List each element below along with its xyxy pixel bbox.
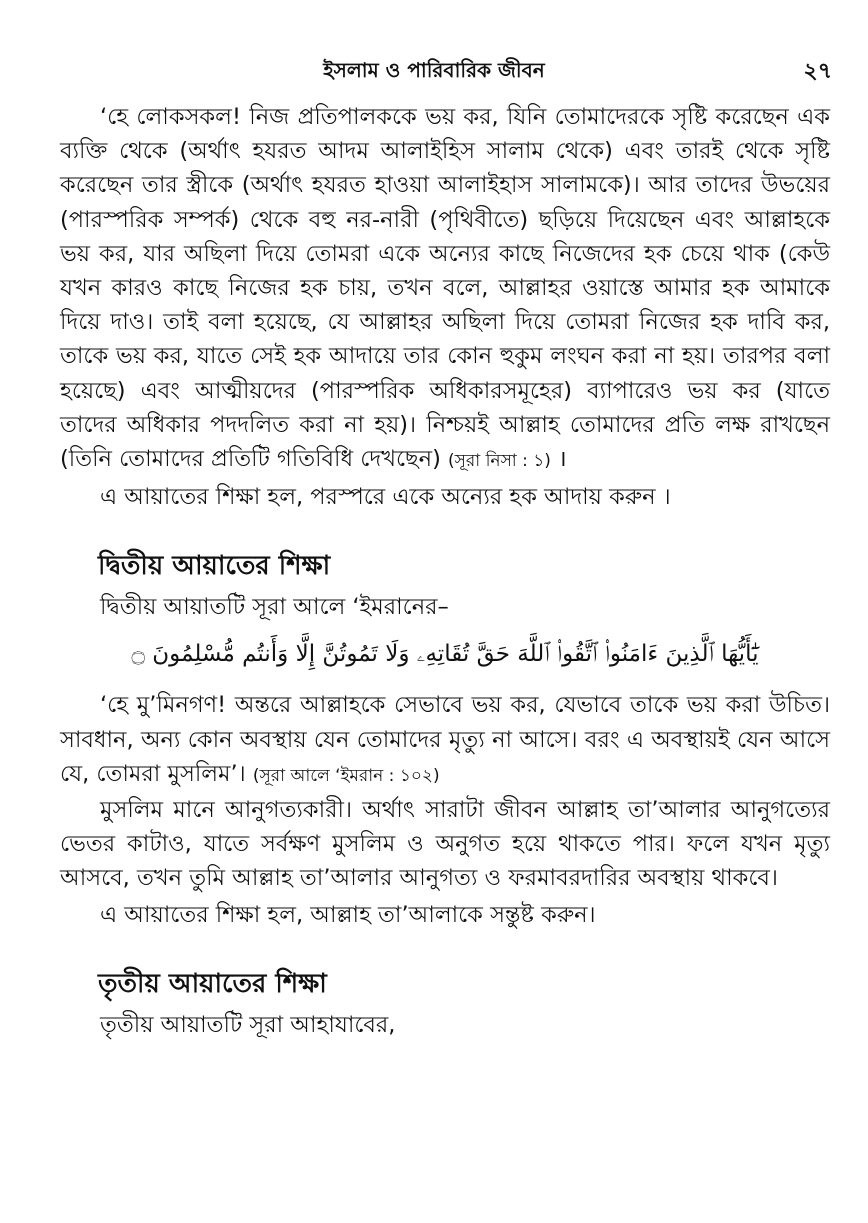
running-title: ইসলাম ও পারিবারিক জীবন (323, 58, 545, 82)
verse-translation-paragraph-1 (60, 100, 830, 478)
translation-text-2: ‘হে মু’মিনগণ! অন্তরে আল্লাহকে সেভাবে ভয় কর, যেভাবে তাকে ভয় করা উচিত। সাবধান, অন্য কোন অবস্থায় যেন তোমাদের মৃত্যু না আসে। বরং এ অবস্থায়ই যেন আসে যে, তোমরা মুসলিম’। (60, 692, 830, 787)
translation-text-1: ‘হে লোকসকল! নিজ প্রতিপালককে ভয় কর, যিনি তোমাদেরকে সৃষ্টি করেছেন এক ব্যক্তি থেকে (অর্থাৎ হযরত আদম আলাইহিস সালাম থেকে) এবং তারই থেকে সৃষ্টি করেছেন তার স্ত্রীকে (অর্থাৎ হযরত হাওয়া আলাইহাস সালামকে)। আর তাদের উভয়ের (পারস্পরিক সম্পর্ক) থেকে বহু নর-নারী (পৃথিবীতে) ছড়িয়ে দিয়েছেন এবং আল্লাহকে ভয় কর, যার অছিলা দিয়ে তোমরা একে অন্যের কাছে নিজেদের হক চেয়ে থাক (কেউ যখন কারও কাছে নিজের হক চায়, তখন বলে, আল্লাহর ওয়াস্তে আমার হক আমাকে দিয়ে দাও। তাই বলা হয়েছে, যে আল্লাহর অছিলা দিয়ে তোমরা নিজের হক দাবি কর, তাকে ভয় কর, যাতে সেই হক আদায়ে তার কোন হুকুম লংঘন করা না হয়। তারপর বলা হয়েছে) এবং আত্মীয়দের (পারস্পরিক অধিকারসমূহের) ব্যাপারেও ভয় কর (যাতে তাদের অধিকার পদদলিত করা না হয়)। নিশ্চয়ই আল্লাহ তোমাদের প্রতি লক্ষ রাখছেন (তিনি তোমাদের প্রতিটি গতিবিধি দেখছেন) (60, 104, 830, 473)
arabic-verse: يَٰٓأَيُّهَا ٱلَّذِينَ ءَامَنُوا۟ ٱتَّقُوا۟ ٱللَّهَ حَقَّ تُقَاتِهِۦ وَلَا تَمُوتُنَّ إِلَّا وَأَنتُم مُّسْلِمُونَ ۝ (131, 641, 759, 668)
section-heading-third-verse: তৃতীয় আয়াতের শিক্ষা (98, 968, 327, 999)
section-intro-second-verse: দ্বিতীয় আয়াতটি সূরা আলে ‘ইমরানের– (100, 594, 449, 621)
lesson-line-2: এ আয়াতের শিক্ষা হল, আল্লাহ তা’আলাকে সন্তুষ্ট করুন। (100, 901, 596, 928)
section-heading-second-verse: দ্বিতীয় আয়াতের শিক্ষা (98, 551, 331, 582)
page-body (60, 100, 830, 1050)
section-intro-third-verse: তৃতীয় আয়াতটি সূরা আহাযাবের, (100, 1011, 396, 1038)
surah-reference-1: (সূরা নিসা : ১) (448, 451, 551, 472)
page-header (0, 52, 868, 86)
surah-reference-2: (সূরা আলে ‘ইমরান : ১০২) (252, 765, 440, 786)
sentence-end-1: । (550, 446, 567, 473)
explanation-paragraph: মুসলিম মানে আনুগত্যকারী। অর্থাৎ সারাটা জীবন আল্লাহ তা’আলার আনুগত্যের ভেতর কাটাও, যাতে সর্বক্ষণ মুসলিম ও অনুগত হয়ে থাকতে পার। ফলে যখন মৃত্যু আসবে, তখন তুমি আল্লাহ তা’আলার আনুগত্য ও ফরমাবরদারির অবস্থায় থাকবে। (60, 797, 830, 892)
lesson-line-1: এ আয়াতের শিক্ষা হল, পরস্পরে একে অন্যের হক আদায় করুন । (100, 484, 671, 511)
page-number: ২৭ (803, 59, 832, 84)
verse-translation-paragraph-2 (60, 688, 830, 793)
